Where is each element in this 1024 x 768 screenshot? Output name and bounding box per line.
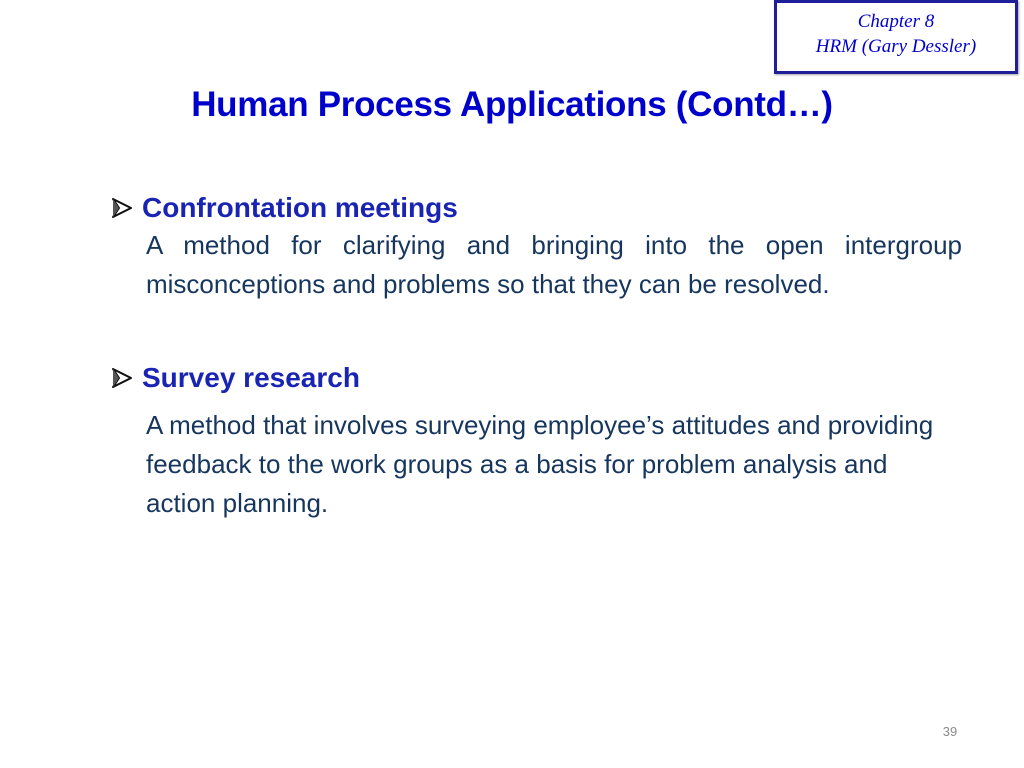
- bullet-item-confrontation: [110, 190, 962, 304]
- arrow-bullet-icon: [110, 196, 134, 220]
- chapter-label: Chapter 8: [857, 11, 935, 32]
- arrow-bullet-icon: [110, 366, 134, 390]
- bullet-header: [110, 360, 962, 396]
- bullet-description: A method that involves surveying employee’s attitudes and providing feedback to the work groups as a basis for problem analysis and action planning.: [146, 410, 934, 518]
- bullet-item-survey: [110, 360, 962, 523]
- bullet-label: Survey research: [142, 362, 360, 393]
- book-reference: HRM (Gary Dessler): [815, 36, 977, 57]
- bullet-description: A method for clarifying and bringing into the open intergroup misconceptions and problems so that they can be resolved.: [146, 230, 962, 299]
- bullet-label: Confrontation meetings: [142, 192, 458, 223]
- page-number: 39: [942, 724, 958, 739]
- chapter-info-box: [774, 0, 1018, 74]
- bullet-header: [110, 190, 962, 226]
- slide-title: Human Process Applications (Contd…): [191, 85, 833, 124]
